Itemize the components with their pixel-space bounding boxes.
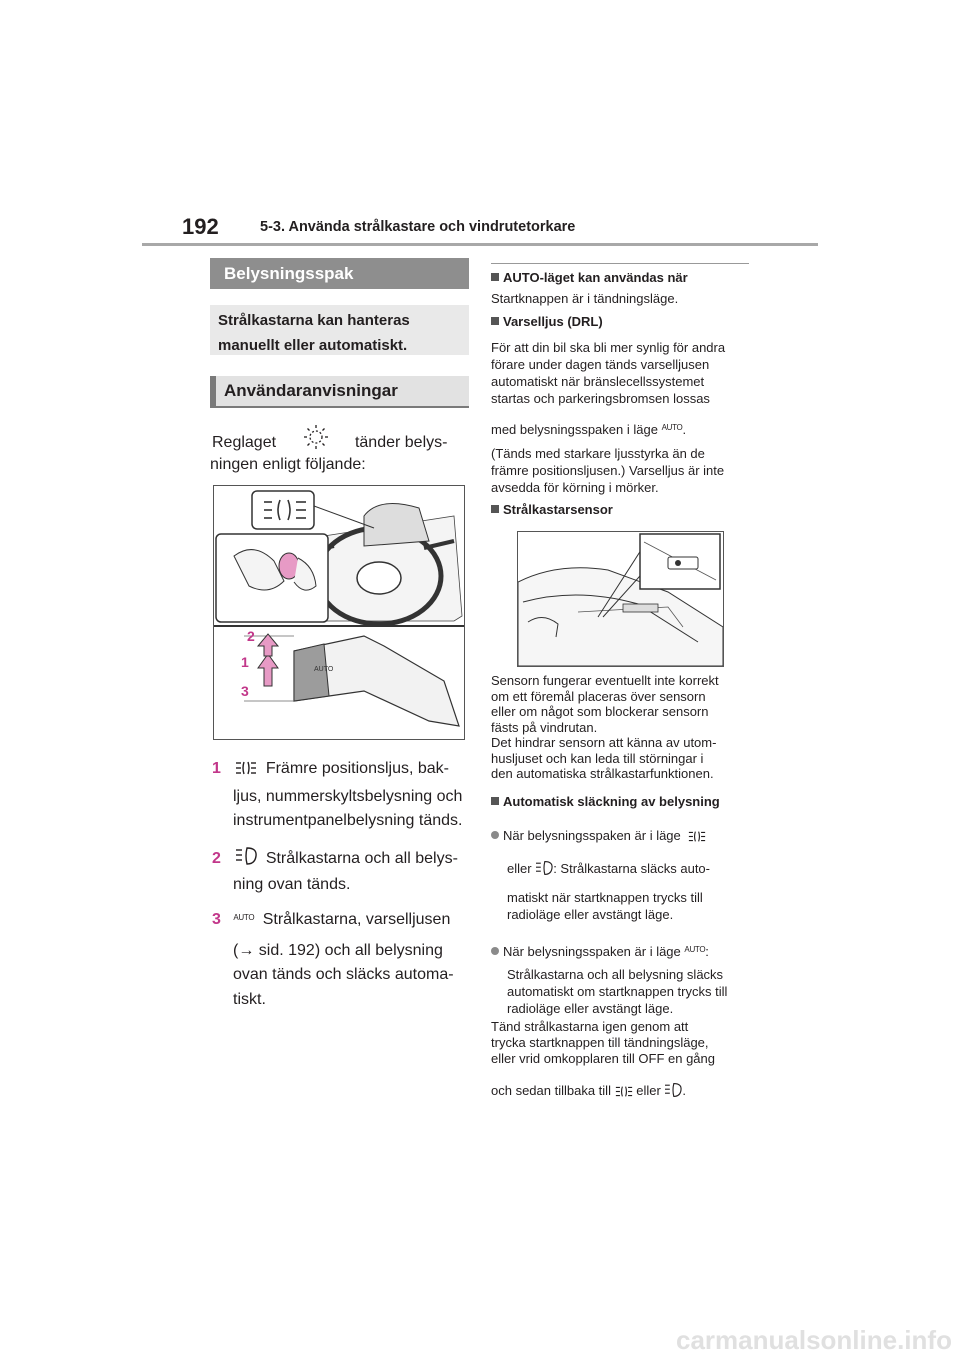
bullet-2: När belysningsspaken är i läge $^{AUTO}$: (491, 941, 709, 960)
item-3-line-3: ovan tänds och släcks automa- (233, 966, 454, 983)
bullet-1-line-3: matiskt när startknappen trycks till radioläge eller avstängt läge. (507, 890, 703, 922)
lever-figure (213, 485, 465, 740)
callout-3: 3 (241, 683, 249, 699)
watermark: carmanualsonline.info (676, 1325, 952, 1355)
light-switch-icon (303, 424, 329, 455)
lead-box (210, 305, 469, 355)
item-1: 1 Främre positionsljus, bak- (212, 756, 449, 785)
intro-line-1: Reglaget tänder belys- (212, 424, 447, 455)
item-1-line-2: ljus, nummerskyltsbelysning och (233, 788, 463, 805)
header-rule (142, 243, 818, 246)
callout-2: 2 (247, 628, 255, 644)
sensor-heading: Strålkastarsensor (491, 502, 613, 517)
auto-text: Startknappen är i tändningsläge. (491, 291, 679, 306)
drl-text-3: (Tänds med starkare ljusstyrka än de främre positionsljusen.) Varselljus är inte avsedda för körning i mörker. (491, 446, 725, 495)
lead-line-1: Strålkastarna kan hanteras (218, 312, 410, 329)
bullet-1-line-2: eller : Strålkastarna släcks auto- (507, 860, 710, 880)
autooff-heading: Automatisk släckning av belysning (491, 794, 720, 809)
parking-lights-icon-small (688, 830, 706, 847)
bullet-2-text: Strålkastarna och all belysning släcks automatiskt om startknappen trycks till radioläge eller avstängt läge. (507, 967, 728, 1016)
parking-lights-icon (235, 759, 257, 785)
drl-text-2: med belysningsspaken i läge $^{AUTO}$. (491, 422, 687, 437)
svg-text:AUTO: AUTO (314, 666, 334, 673)
sensor-text: Sensorn fungerar eventuellt inte korrekt om ett föremål placeras över sensorn eller om något som blockerar sensorn fästs på vindrutan. Det hindrar sensorn att känna av utom- husljuset och kan leda till störningar i den automatiska strålkastarfunktionen. (491, 673, 719, 781)
item-1-line-3: instrumentpanelbelysning tänds. (233, 812, 463, 829)
intro-line-2: ningen enligt följande: (210, 456, 366, 473)
sensor-figure (517, 531, 724, 667)
user-instructions-heading: Användaranvisningar (210, 376, 469, 408)
drl-text: För att din bil ska bli mer synlig för andra förare under dagen tänds varselljusen automatiskt när bränslecellssystemet startas och parkeringsbromsen lossas (491, 340, 726, 406)
headlight-icon-small (535, 860, 553, 880)
section-title: Belysningsspak (210, 258, 469, 289)
callout-1: 1 (241, 654, 249, 670)
auto-symbol: AUTO (233, 913, 255, 922)
right-top-rule (491, 263, 749, 264)
bullet-1: När belysningsspaken är i läge (491, 827, 706, 847)
auto-heading: AUTO-läget kan användas när (491, 270, 688, 285)
item-3-line-4: tiskt. (233, 991, 266, 1008)
headlight-icon (235, 846, 257, 871)
lead-line-2: manuellt eller automatiskt. (218, 337, 408, 354)
item-2-line-2: ning ovan tänds. (233, 876, 351, 893)
headlight-icon-final (664, 1082, 682, 1102)
drl-heading: Varselljus (DRL) (491, 314, 603, 329)
item-3-line-2: (→ sid. 192) och all belysning (233, 942, 443, 959)
final-text: Tänd strålkastarna igen genom att trycka startknappen till tändningsläge, eller vrid omkopplaren till OFF en gång (491, 1019, 715, 1066)
page-number: 192 (182, 214, 219, 239)
parking-lights-icon-final (615, 1085, 633, 1102)
item-3: 3 $^{AUTO}$ Strålkastarna, varselljusen (212, 911, 451, 928)
final-text-2: och sedan tillbaka till eller . (491, 1082, 686, 1102)
item-2: 2 Strålkastarna och all belys- (212, 846, 458, 871)
chapter-title: 5-3. Använda strålkastare och vindrutetorkare (260, 219, 576, 235)
